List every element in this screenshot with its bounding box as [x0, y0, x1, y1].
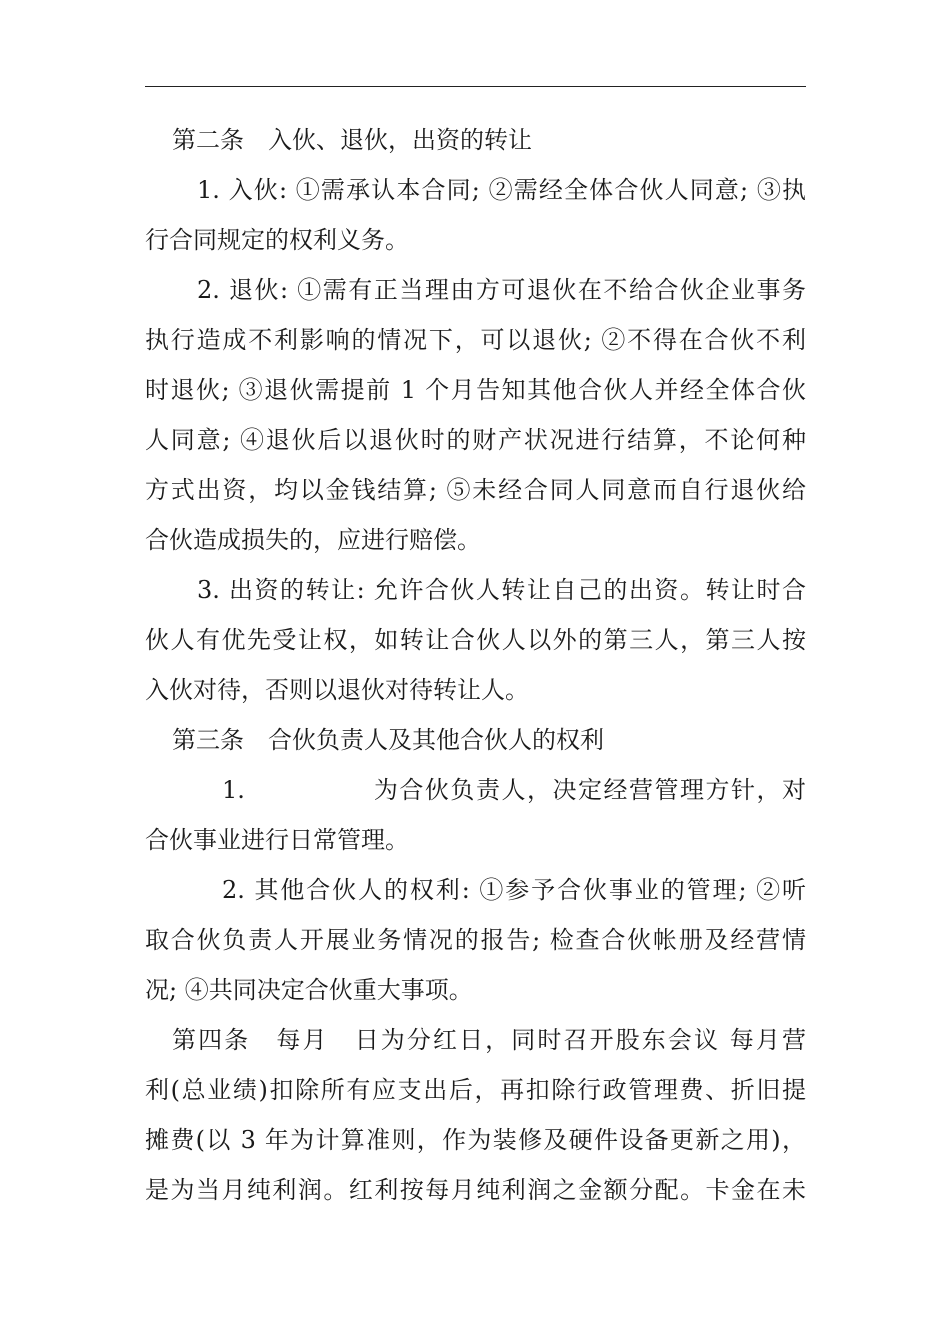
article-2-heading: 第二条 入伙、退伙，出资的转让	[172, 126, 532, 154]
paragraph-line: 取合伙负责人开展业务情况的报告; 检查合伙帐册及经营情	[145, 926, 806, 954]
paragraph-line: 利(总业绩)扣除所有应支出后，再扣除行政管理费、折旧提	[145, 1076, 806, 1104]
article-3-heading: 第三条 合伙负责人及其他合伙人的权利	[172, 726, 604, 754]
paragraph-line: 是为当月纯利润。红利按每月纯利润之金额分配。卡金在未	[145, 1176, 806, 1204]
paragraph-line: 时退伙; ③退伙需提前 1 个月告知其他合伙人并经全体合伙	[145, 376, 806, 404]
paragraph-line: 入伙对待，否则以退伙对待转让人。	[145, 676, 529, 704]
header-rule	[145, 86, 806, 87]
article-4-heading: 第四条 每月 日为分红日，同时召开股东会议 每月营	[172, 1026, 806, 1054]
paragraph-line: 2. 退伙: ①需有正当理由方可退伙在不给合伙企业事务	[197, 276, 806, 304]
paragraph-line: 方式出资，均以金钱结算; ⑤未经合同人同意而自行退伙给	[145, 476, 806, 504]
paragraph-line: 执行造成不利影响的情况下，可以退伙; ②不得在合伙不利	[145, 326, 806, 354]
paragraph-line: 人同意; ④退伙后以退伙时的财产状况进行结算，不论何种	[145, 426, 806, 454]
paragraph-line: 1. 入伙: ①需承认本合同; ②需经全体合伙人同意; ③执	[197, 176, 806, 204]
paragraph-line: 况; ④共同决定合伙重大事项。	[145, 976, 473, 1004]
paragraph-line: 3. 出资的转让: 允许合伙人转让自己的出资。转让时合	[197, 576, 806, 604]
paragraph-line: 伙人有优先受让权，如转让合伙人以外的第三人，第三人按	[145, 626, 806, 654]
paragraph-line: 2. 其他合伙人的权利: ①参予合伙事业的管理; ②听	[222, 876, 806, 904]
paragraph-line: 合伙造成损失的，应进行赔偿。	[145, 526, 481, 554]
paragraph-line: 摊费(以 3 年为计算准则，作为装修及硬件设备更新之用)，	[145, 1126, 806, 1154]
paragraph-line: 1. 为合伙负责人，决定经营管理方针，对	[222, 776, 806, 804]
paragraph-line: 行合同规定的权利义务。	[145, 226, 409, 254]
paragraph-line: 合伙事业进行日常管理。	[145, 826, 409, 854]
